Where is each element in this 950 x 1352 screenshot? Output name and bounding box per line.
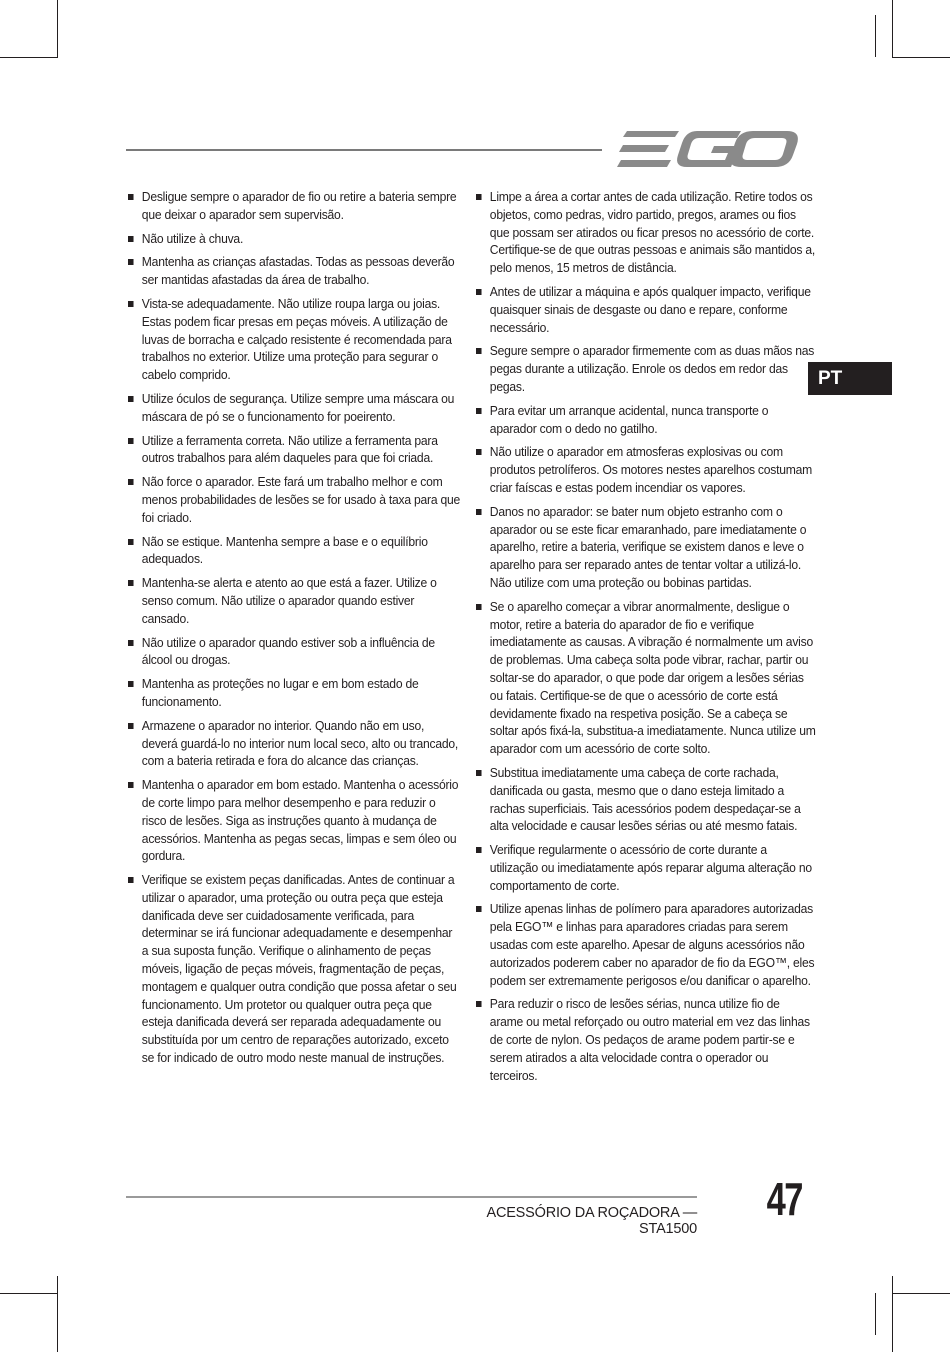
list-item-text: Antes de utilizar a máquina e após qualquer impacto, verifique quaisquer sinais de desgaste ou dano e repare, conforme necessário. bbox=[489, 283, 811, 335]
list-item-text: Desligue sempre o aparador de fio ou retire a bateria sempre que deixar o aparador sem supervisão. bbox=[141, 189, 457, 222]
bullet-icon bbox=[476, 348, 482, 354]
safety-list-item bbox=[476, 503, 816, 592]
bullet-icon bbox=[128, 438, 134, 444]
bullet-icon bbox=[476, 847, 482, 853]
bullet-icon bbox=[476, 604, 482, 610]
safety-list-item bbox=[128, 390, 462, 426]
bullet-icon bbox=[476, 1001, 482, 1007]
safety-list-item bbox=[128, 871, 462, 1067]
bullet-icon bbox=[476, 194, 482, 200]
bullet-icon bbox=[476, 509, 482, 515]
safety-list-item bbox=[476, 283, 816, 336]
list-item-text: Mantenha-se alerta e atento ao que está a fazer. Utilize o senso comum. Não utilize o aparador quando estiver cansado. bbox=[141, 575, 437, 626]
list-item-text: Danos no aparador: se bater num objeto estranho com o aparador ou se este ficar emaranhado, pare imediatamente o aparelho, retire a bateria, verifique se existem danos e leve o aparelho para ser reparado antes de tentar voltar a utilizá-lo. Não utilize com uma proteção ou bobinas partidas. bbox=[489, 503, 807, 590]
list-item-text: Não utilize o aparador em atmosferas explosivas ou com produtos petrolíferos. Os motores nestes aparelhos costumam criar faíscas e estas podem incendiar os vapores. bbox=[489, 444, 813, 495]
safety-list-item bbox=[128, 188, 462, 224]
list-item-text: Não force o aparador. Este fará um trabalho melhor e com menos probabilidades de lesões se for usado à taxa para que foi criado. bbox=[141, 474, 461, 525]
list-item-text: Verifique regularmente o acessório de corte durante a utilização ou imediatamente após reparar alguma alteração no comportamento de corte. bbox=[489, 842, 812, 893]
list-item-text: Mantenha as crianças afastadas. Todas as pessoas deverão ser mantidas afastadas da área de trabalho. bbox=[141, 254, 455, 288]
crop-mark bbox=[875, 15, 876, 57]
crop-mark bbox=[875, 1293, 876, 1335]
bullet-icon bbox=[128, 640, 134, 646]
safety-list-item bbox=[476, 443, 816, 496]
list-item-text: Limpe a área a cortar antes de cada utilização. Retire todos os objetos, como pedras, vidro partido, pregos, arames ou fios que possam ser atirados ou ficar presos no acessório de corte. Certifique-se de que outras pessoas e animais são mantidos a, pelo menos, 15 metros de distância. bbox=[489, 189, 816, 276]
bullet-icon bbox=[128, 877, 134, 883]
bullet-icon bbox=[128, 539, 134, 545]
header-rule bbox=[126, 149, 602, 151]
footer-title: ACESSÓRIO DA ROÇADORA — STA1500 bbox=[486, 1205, 697, 1237]
crop-mark bbox=[892, 0, 893, 58]
safety-list-item bbox=[476, 995, 816, 1084]
crop-mark bbox=[57, 0, 58, 58]
safety-list-item bbox=[476, 598, 816, 758]
crop-mark bbox=[892, 1293, 950, 1294]
list-item-text: Vista-se adequadamente. Não utilize roupa larga ou joias. Estas podem ficar presas em peças móveis. A utilização de luvas de borracha e calçado resistente é recomendada para trabalhos no exterior. Utilize uma proteção para segurar o cabelo comprido. bbox=[141, 295, 452, 383]
crop-mark bbox=[0, 1293, 58, 1294]
safety-list-item bbox=[476, 900, 816, 989]
bullet-icon bbox=[128, 301, 134, 307]
bullet-icon bbox=[476, 906, 482, 912]
language-tab: PT bbox=[808, 362, 892, 395]
list-item-text: Armazene o aparador no interior. Quando não em uso, deverá guardá-lo no interior num local seco, alto ou trancado, com a bateria retirada e fora do alcance das crianças. bbox=[141, 717, 459, 769]
list-item-text: Verifique se existem peças danificadas. Antes de continuar a utilizar o aparador, uma proteção ou outra peça que esteja danificada deve ser cuidadosamente verificada, para determinar se irá funcionar adequadamente e desempenhar a sua suposta função. Verifique o alinhamento de peças móveis, ligação de peças móveis, fragmentação de peças, montagem e qualquer outra condição que possa afetar o seu funcionamento. Um protetor ou qualquer outra peça que esteja danificada deverá ser reparada adequadamente ou substituída por um centro de reparações autorizado, exceto se for indicado de outro modo neste manual de instruções. bbox=[141, 872, 457, 1066]
page-number: 47 bbox=[766, 1173, 802, 1225]
list-item-text: Para reduzir o risco de lesões sérias, nunca utilize fio de arame ou metal reforçado ou outro material em vez das linhas de corte de nylon. Os pedaços de arame podem partir-se e serem atirados a alta velocidade contra o operador ou terceiros. bbox=[489, 996, 810, 1083]
list-item-text: Utilize a ferramenta correta. Não utilize a ferramenta para outros trabalhos para além daqueles para que foi criada. bbox=[141, 432, 438, 466]
bullet-icon bbox=[128, 782, 134, 788]
bullet-icon bbox=[128, 681, 134, 687]
safety-list-item bbox=[128, 574, 462, 627]
ego-logo bbox=[617, 128, 799, 170]
list-item-text: Não utilize à chuva. bbox=[141, 230, 244, 246]
list-item-text: Utilize apenas linhas de polímero para aparadores autorizadas pela EGO™ e linhas para aparadores criadas para serem usadas com este aparelho. Apesar de alguns acessórios não autorizados poderem caber no aparador de fio da EGO™, eles podem ser extremamente perigosos e/ou danificar o aparelho. bbox=[489, 901, 815, 988]
list-item-text: Mantenha o aparador em bom estado. Mantenha o acessório de corte limpo para melhor desempenho e para reduzir o risco de lesões. Siga as instruções quanto à mudança de acessórios. Mantenha as pegas secas, limpas e sem óleo ou gordura. bbox=[141, 777, 459, 864]
bullet-icon bbox=[128, 723, 134, 729]
safety-list-item bbox=[476, 841, 816, 894]
safety-list-item bbox=[128, 675, 462, 711]
list-item-text: Se o aparelho começar a vibrar anormalmente, desligue o motor, retire a bateria do aparador de fio e verifique imediatamente as causas. A vibração é normalmente um aviso de problemas. Uma cabeça solta pode vibrar, rachar, partir ou soltar-se do aparador, o que pode dar origem a lesões sérias ou fatais. Certifique-se de que o acessório de corte está devidamente fixado na respetiva posição. Se a cabeça se soltar após fixá-la, substitua-a imediatamente. Nunca utilize um aparador com um acessório de corte solto. bbox=[489, 598, 816, 757]
crop-mark bbox=[892, 57, 950, 58]
list-item-text: Não utilize o aparador quando estiver sob a influência de álcool ou drogas. bbox=[141, 634, 435, 668]
bullet-icon bbox=[476, 449, 482, 455]
safety-list-item bbox=[128, 253, 462, 289]
safety-list-item bbox=[128, 717, 462, 770]
list-item-text: Substitua imediatamente uma cabeça de corte rachada, danificada ou gasta, mesmo que o dano esteja limitado a rachas superficiais. Tais acessórios podem despedaçar-se a alta velocidade e causar lesões sérias ou até mesmo fatais. bbox=[489, 764, 801, 834]
safety-list-item bbox=[128, 533, 462, 569]
crop-mark bbox=[0, 57, 58, 58]
safety-list-item bbox=[476, 188, 816, 277]
bullet-icon bbox=[476, 408, 482, 414]
safety-list-item bbox=[128, 473, 462, 526]
bullet-icon bbox=[128, 236, 134, 242]
bullet-icon bbox=[128, 259, 134, 265]
crop-mark bbox=[57, 1276, 58, 1352]
bullet-icon bbox=[128, 479, 134, 485]
right-column bbox=[476, 188, 816, 1090]
list-item-text: Utilize óculos de segurança. Utilize sempre uma máscara ou máscara de pó se o funcionamento for poeirento. bbox=[141, 390, 455, 424]
bullet-icon bbox=[128, 194, 134, 200]
bullet-icon bbox=[476, 289, 482, 295]
list-item-text: Segure sempre o aparador firmemente com as duas mãos nas pegas durante a utilização. Enrole os dedos em redor das pegas. bbox=[489, 343, 815, 394]
crop-mark bbox=[892, 1276, 893, 1352]
list-item-text: Mantenha as proteções no lugar e em bom estado de funcionamento. bbox=[141, 676, 419, 709]
safety-list-item bbox=[128, 776, 462, 865]
safety-list-item bbox=[476, 342, 816, 395]
safety-list-item bbox=[476, 402, 816, 438]
bullet-icon bbox=[128, 396, 134, 402]
bullet-icon bbox=[476, 770, 482, 776]
left-column bbox=[128, 188, 461, 1073]
list-item-text: Não se estique. Mantenha sempre a base e o equilíbrio adequados. bbox=[141, 533, 428, 567]
safety-list-item bbox=[128, 295, 462, 384]
safety-list-item bbox=[476, 764, 816, 835]
safety-list-item bbox=[128, 230, 462, 248]
footer-rule bbox=[126, 1196, 697, 1198]
bullet-icon bbox=[128, 580, 134, 586]
list-item-text: Para evitar um arranque acidental, nunca transporte o aparador com o dedo no gatilho. bbox=[489, 402, 769, 436]
safety-list-item bbox=[128, 432, 462, 468]
safety-list-item bbox=[128, 634, 462, 670]
